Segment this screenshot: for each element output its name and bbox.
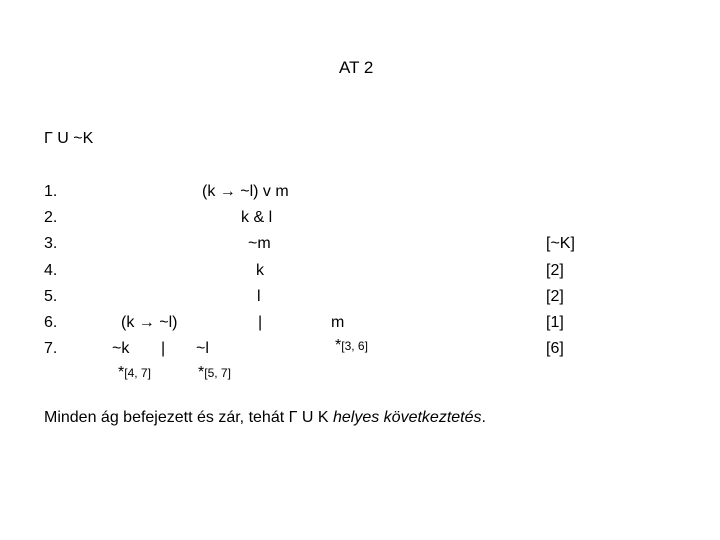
line-number: 4. [44,262,58,279]
line-number: 3. [44,235,58,252]
line-number: 5. [44,288,58,305]
trunk-formula: k [256,262,264,279]
premise-line: Γ U ~K [44,130,94,147]
closure-star: * [118,364,125,381]
left-sub-branch-formula: ~k [112,340,130,357]
closure-star: * [335,337,342,354]
branch-divider: | [258,314,263,331]
line-number: 1. [44,183,58,200]
closure-mark [335,338,368,354]
trunk-formula: ~m [248,235,271,252]
justification: [2] [546,288,564,305]
trunk-formula: k & l [241,209,273,226]
closure-mark [198,365,231,381]
trunk-formula: l [257,288,261,305]
justification: [~K] [546,235,575,252]
justification: [6] [546,340,564,357]
closure-mark [118,365,151,381]
conclusion-suffix: . [481,409,486,426]
justification: [1] [546,314,564,331]
line-number: 2. [44,209,58,226]
page-title: AT 2 [339,58,374,77]
closure-reference: [5, 7] [204,366,231,380]
conclusion-verdict: helyes következtetés [332,409,482,426]
left-sub-branch-formula: ~l [196,340,209,357]
closure-reference: [3, 6] [341,339,368,353]
branch-divider: | [161,340,166,357]
line-number: 7. [44,340,58,357]
right-branch-formula: m [331,314,345,331]
line-number: 6. [44,314,58,331]
left-branch-formula: (k → ~l) [121,314,178,331]
conclusion-text [44,410,486,426]
justification: [2] [546,262,564,279]
trunk-formula: (k → ~l) v m [202,183,289,200]
closure-star: * [198,364,205,381]
conclusion-prefix: Minden ág befejezett és zár, tehát Γ U K [44,409,333,426]
closure-reference: [4, 7] [124,366,151,380]
